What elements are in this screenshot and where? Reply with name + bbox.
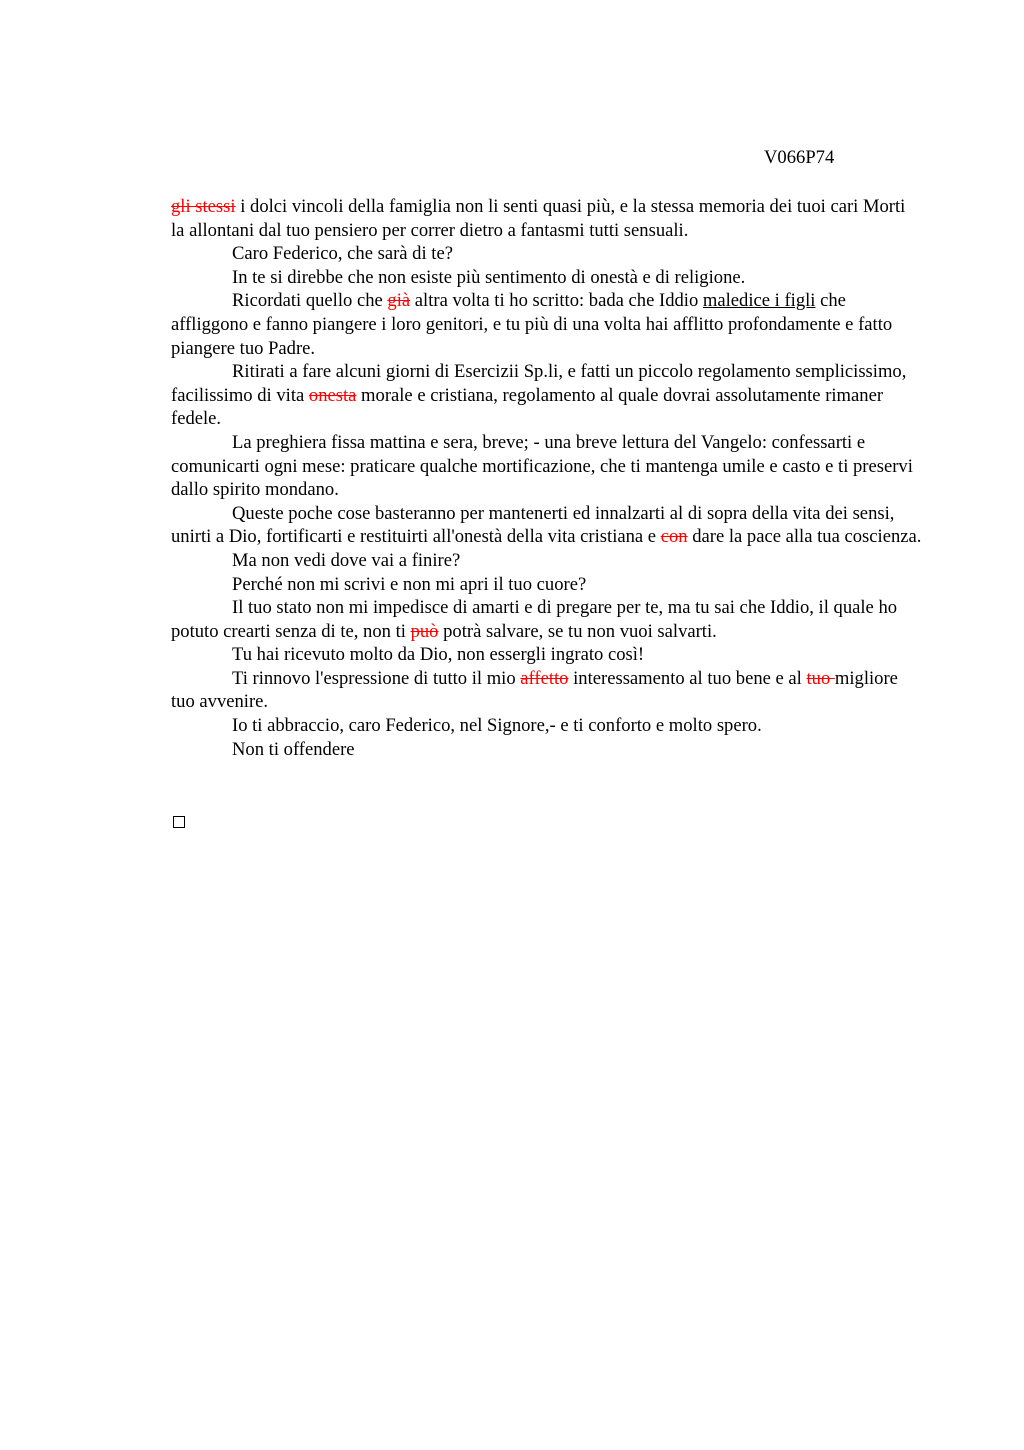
paragraph-text: Queste poche cose basteranno per mantenerti ed innalzarti al di sopra della vita dei sensi, unirti a Dio, fortificarti e restituirti all'onestà della vita cristiana e [171,502,895,548]
paragraph-text: Caro Federico, che sarà di te? [232,243,453,265]
empty-square-icon [173,816,185,828]
deleted-text: con [660,526,688,548]
paragraph-text: migliore tuo avvenire. [171,667,898,713]
paragraph-text: Non ti offendere [232,738,355,760]
letter-paragraph [171,549,923,573]
underlined-text: maledice i figli [702,290,816,312]
letter-paragraph [171,643,923,667]
deleted-text: già [387,290,411,312]
letter-paragraph [171,573,923,597]
letter-paragraph [171,289,923,360]
letter-paragraph [171,242,923,266]
paragraph-text: In te si direbbe che non esiste più sentimento di onestà e di religione. [232,266,746,288]
paragraph-text: Io ti abbraccio, caro Federico, nel Signore,- e ti conforto e molto spero. [232,715,762,737]
deleted-text: tuo [806,667,835,689]
paragraph-text: i dolci vincoli della famiglia non li senti quasi più, e la stessa memoria dei tuoi cari Morti la allontani dal tuo pensiero per correr dietro a fantasmi tutti sensuali. [171,196,906,241]
deleted-text: onesta [308,384,357,406]
letter-paragraph [171,195,923,242]
deleted-text: può [410,620,439,642]
paragraph-text: Ritirati a fare alcuni giorni di Esercizii Sp.li, e fatti un piccolo regolamento semplicissimo, facilissimo di vita [171,361,907,406]
page-reference: V066P74 [764,147,835,168]
deleted-text: affetto [520,667,569,689]
paragraph-text: che affliggono e fanno piangere i loro genitori, e tu più di una volta hai afflitto profondamente e fatto piangere tuo Padre. [171,290,893,359]
paragraph-text: La preghiera fissa mattina e sera, breve; - una breve lettura del Vangelo: confessarti e comunicarti ogni mese: praticare qualche mortificazione, che ti mantenga umile e casto e ti preservi dallo spirito mondano. [171,431,913,501]
letter-paragraph [171,714,923,738]
paragraph-text: potrà salvare, se tu non vuoi salvarti. [438,620,717,642]
paragraph-text: Perché non mi scrivi e non mi apri il tuo cuore? [232,573,587,595]
letter-paragraph [171,431,923,502]
letter-paragraph [171,667,923,714]
letter-paragraph [171,738,923,762]
letter-body [171,195,923,761]
letter-paragraph [171,360,923,431]
letter-paragraph [171,266,923,290]
paragraph-text: Ricordati quello che [232,290,388,312]
paragraph-text: Ti rinnovo l'espressione di tutto il mio [232,667,521,689]
deleted-text: gli stessi [171,196,236,217]
paragraph-text: Tu hai ricevuto molto da Dio, non essergli ingrato così! [232,644,645,666]
paragraph-text: altra volta ti ho scritto: bada che Iddio [410,290,703,312]
letter-paragraph [171,596,923,643]
paragraph-text: Ma non vedi dove vai a finire? [232,549,461,571]
paragraph-text: morale e cristiana, regolamento al quale dovrai assolutamente rimaner fedele. [171,384,884,430]
letter-paragraph [171,502,923,549]
paragraph-text: dare la pace alla tua coscienza. [687,526,922,548]
paragraph-text: Il tuo stato non mi impedisce di amarti e di pregare per te, ma tu sai che Iddio, il quale ho potuto crearti senza di te, non ti [171,597,898,642]
paragraph-text: interessamento al tuo bene e al [568,667,807,689]
